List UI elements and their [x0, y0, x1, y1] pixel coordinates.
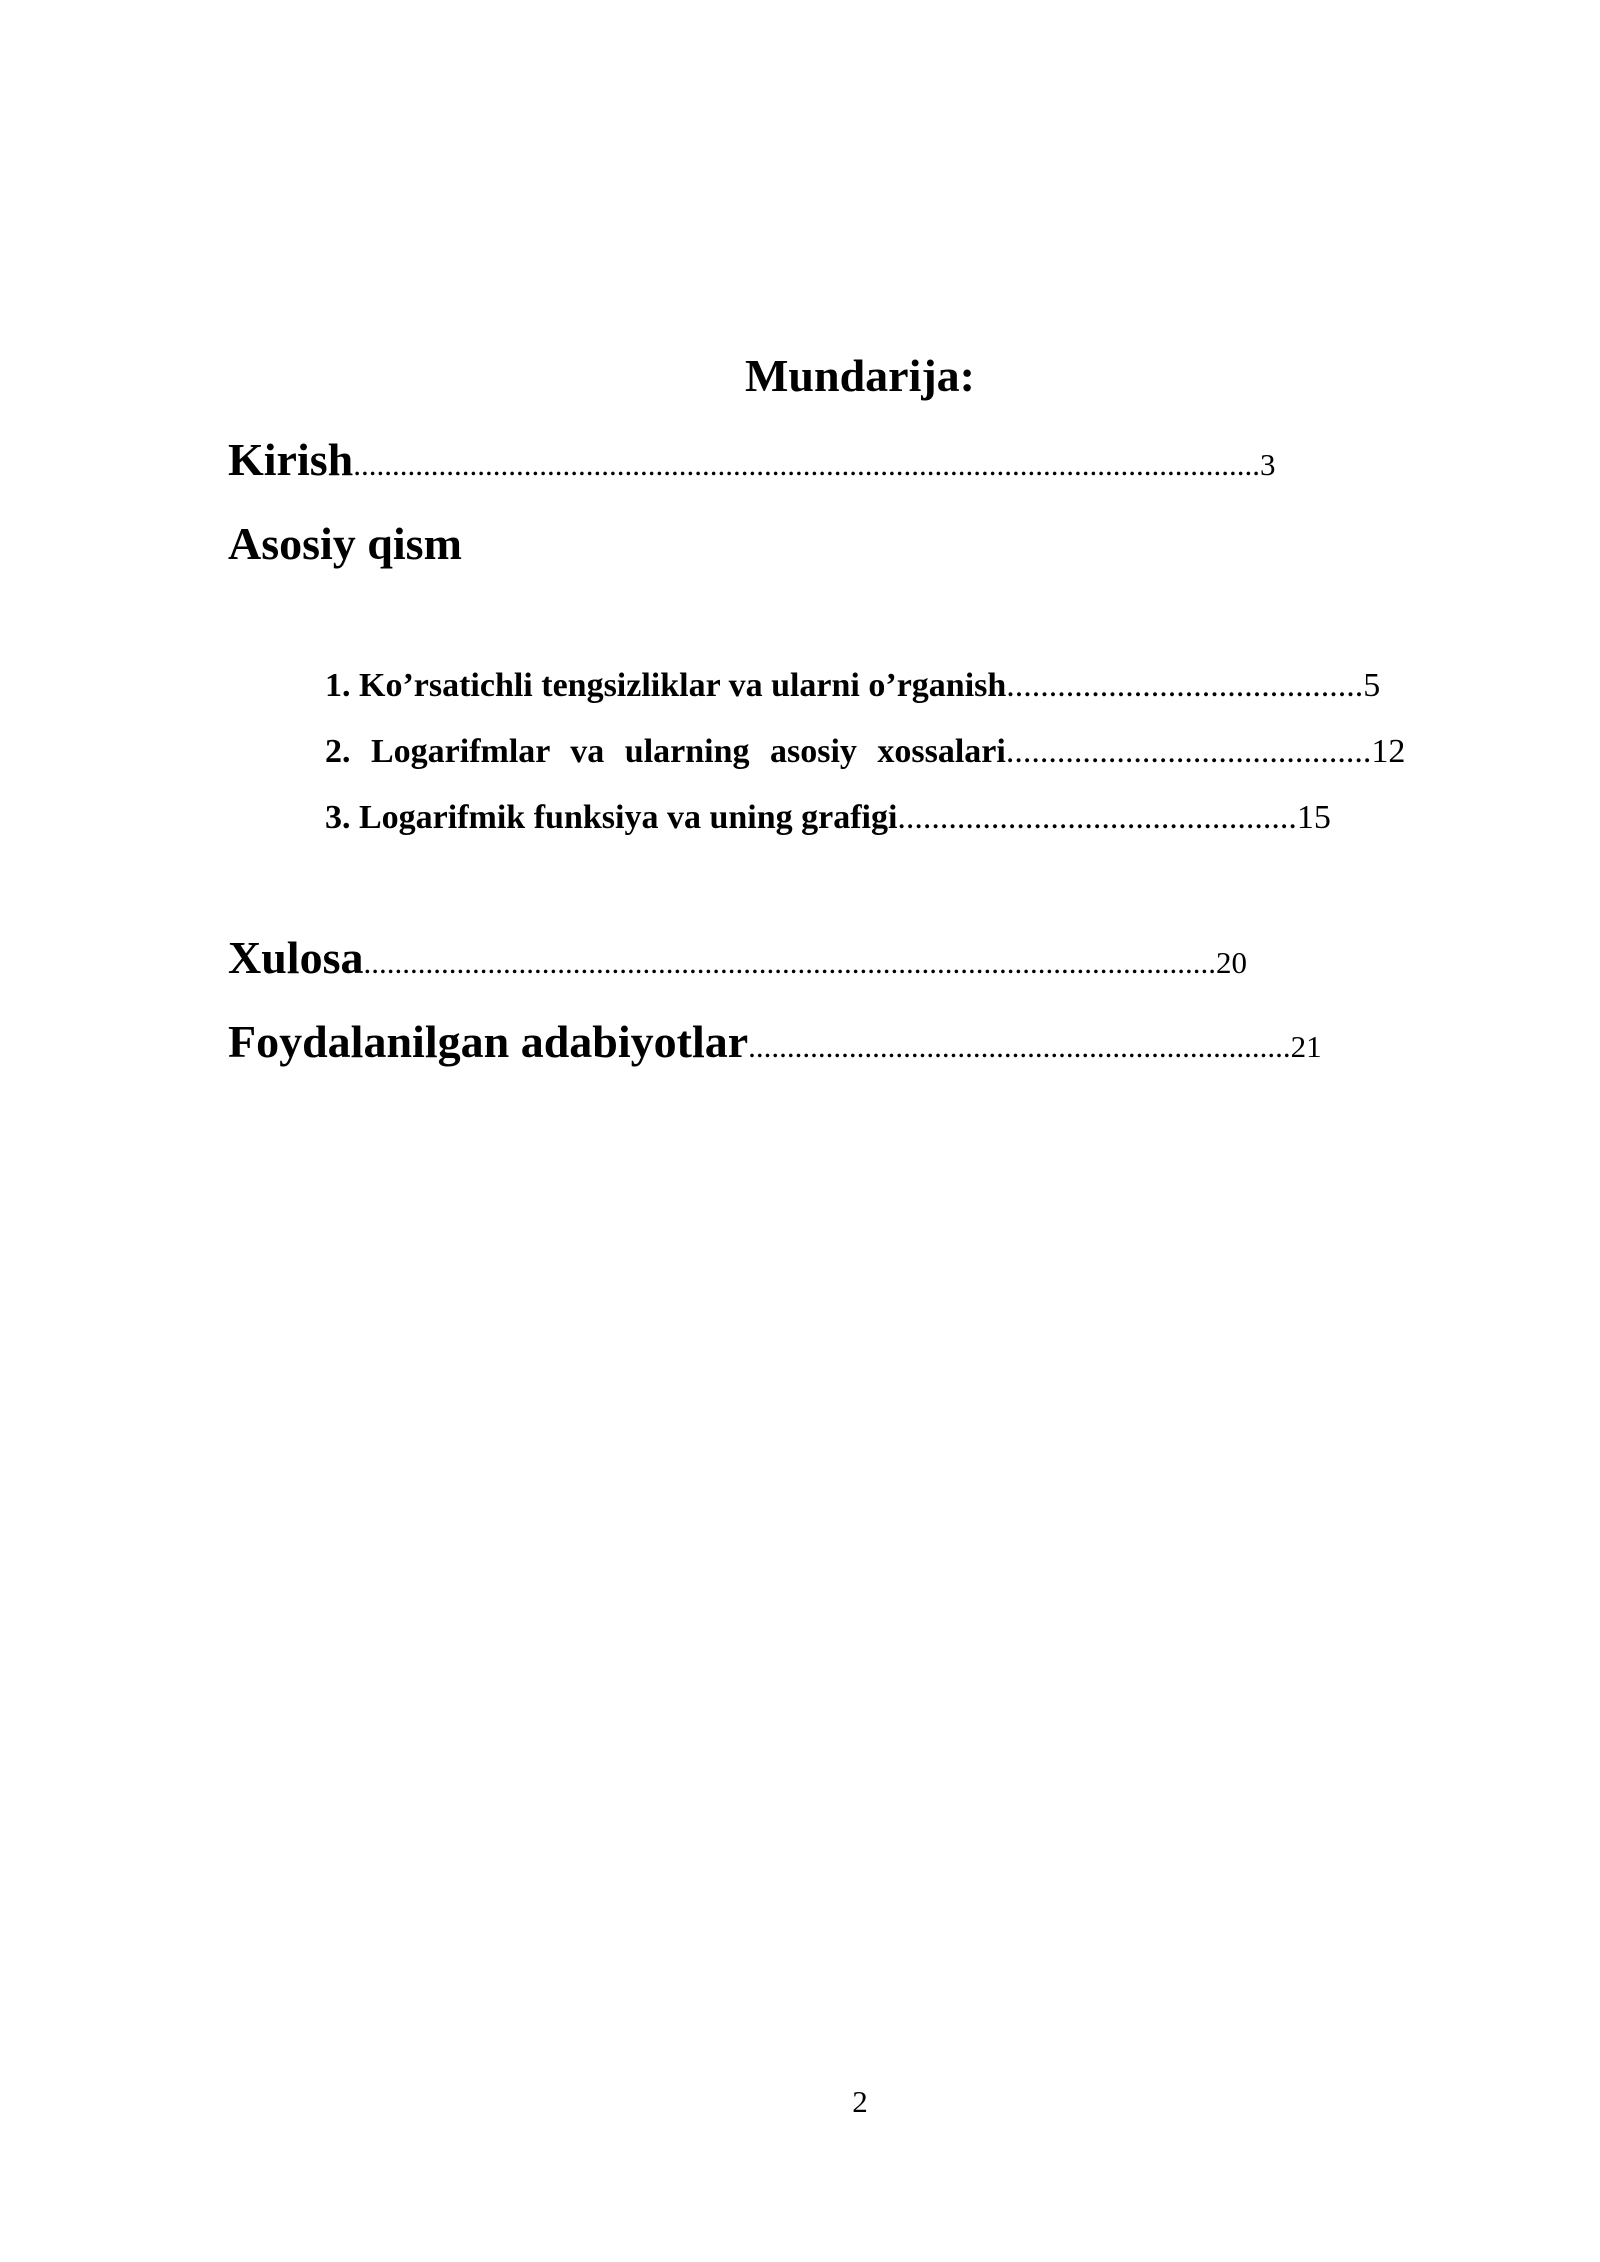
- toc-entry-foydalanilgan-adabiyotlar[interactable]: [228, 1012, 1322, 1077]
- toc-entry-label: 3. Logarifmik funksiya va uning grafigi: [325, 799, 898, 836]
- toc-leader-dots: ...........................................: [1005, 733, 1372, 770]
- page-title: Mundarija:: [745, 350, 975, 401]
- toc-entry-xulosa[interactable]: [228, 928, 1247, 993]
- toc-page-number: 15: [1296, 799, 1331, 836]
- toc-page-number: 5: [1363, 667, 1381, 704]
- toc-entry-kirish[interactable]: [228, 430, 1276, 495]
- toc-leader-dots: ..........................................: [1006, 667, 1364, 704]
- toc-leader-dots: ......................................................................: [748, 1029, 1291, 1064]
- toc-page-number: 3: [1260, 447, 1276, 482]
- toc-entry-label: Foydalanilgan adabiyotlar: [228, 1016, 749, 1067]
- toc-leader-dots: ..............................................................................................................: [363, 945, 1216, 980]
- footer-page-number: 2: [852, 2084, 868, 2119]
- toc-entry-chapter-2[interactable]: [325, 730, 1405, 774]
- toc-entry-label: 1. Ko’rsatichli tengsizliklar va ularni o’rganish: [325, 667, 1007, 704]
- toc-entry-label: Kirish: [228, 434, 354, 485]
- toc-page-number: 20: [1215, 945, 1247, 980]
- toc-leader-dots: .....................................................................................................................: [353, 447, 1260, 482]
- toc-entry-chapter-1[interactable]: [325, 664, 1380, 708]
- section-heading-asosiy-qism: Asosiy qism: [228, 518, 462, 569]
- toc-leader-dots: ...............................................: [897, 799, 1297, 836]
- toc-entry-label: Xulosa: [228, 932, 364, 983]
- toc-entry-label: 2. Logarifmlar va ularning asosiy xossalari: [325, 733, 1006, 770]
- toc-page-number: 21: [1290, 1029, 1322, 1064]
- toc-page-number: 12: [1371, 733, 1406, 770]
- toc-entry-chapter-3[interactable]: [325, 796, 1331, 840]
